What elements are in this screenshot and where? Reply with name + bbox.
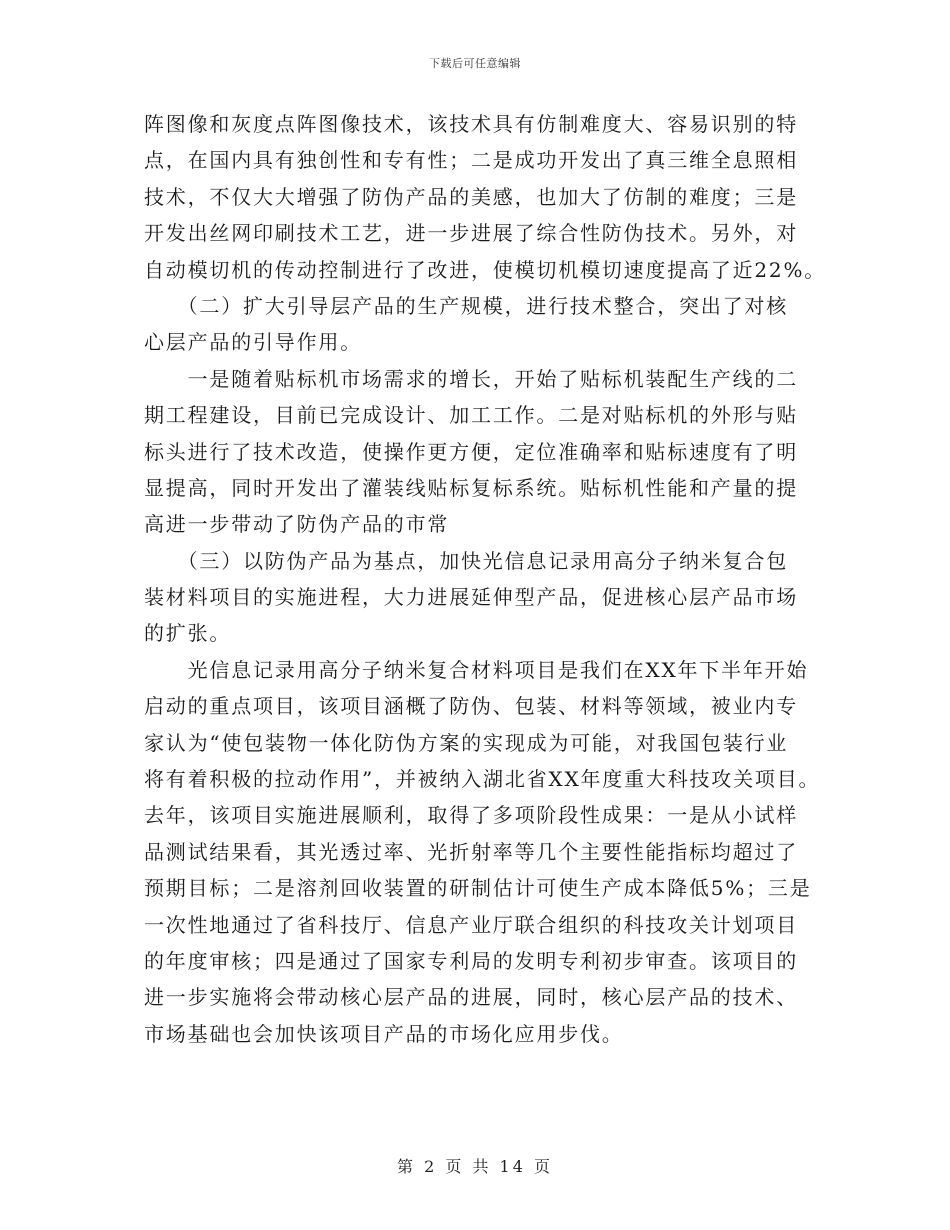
text-line: 高进一步带动了防伪产品的市常: [144, 512, 450, 537]
text-line: 显提高，同时开发出了灌装线贴标复标系统。贴标机性能和产量的提: [144, 475, 798, 500]
text-line: 期工程建设，目前已完成设计、加工工作。二是对贴标机的外形与贴: [144, 403, 798, 428]
section-heading-line: （二）扩大引导层产品的生产规模，进行技术整合，突出了对核: [144, 293, 788, 318]
text-line: 点，在国内具有独创性和专有性；二是成功开发出了真三维全息照相: [144, 148, 798, 173]
text-line: 的年度审核；四是通过了国家专利局的发明专利初步审查。该项目的: [144, 948, 798, 973]
text-line: 自动模切机的传动控制进行了改进，使模切机模切速度提高了近22%。: [144, 257, 827, 282]
text-line: 进一步实施将会带动核心层产品的进展，同时，核心层产品的技术、: [144, 985, 798, 1010]
page-footer: 第 2 页 共 14 页: [397, 1157, 553, 1176]
text-line: 阵图像和灰度点阵图像技术，该技术具有仿制难度大、容易识别的特: [144, 112, 798, 136]
text-line: 去年，该项目实施进展顺利，取得了多项阶段性成果：一是从小试样: [144, 803, 798, 828]
text-line: 市场基础也会加快该项目产品的市场化应用步伐。: [144, 1021, 624, 1046]
section-heading-line: （三）以防伪产品为基点，加快光信息记录用高分子纳米复合包: [144, 548, 788, 573]
section-heading-line: 心层产品的引导作用。: [144, 330, 362, 355]
text-line: 预期目标；二是溶剂回收装置的研制估计可使生产成本降低5%；三是: [144, 876, 812, 901]
text-line: 开发出丝网印刷技术工艺，进一步进展了综合性防伪技术。另外，对: [144, 221, 798, 246]
text-line: 品测试结果看，其光透过率、光折射率等几个主要性能指标均超过了: [144, 839, 798, 864]
text-line: 光信息记录用高分子纳米复合材料项目是我们在XX年下半年开始: [144, 657, 809, 682]
text-line: 启动的重点项目，该项目涵概了防伪、包装、材料等领域，被业内专: [144, 694, 798, 719]
text-line: 标头进行了技术改造，使操作更方便，定位准确率和贴标速度有了明: [144, 439, 798, 464]
text-line: 一是随着贴标机市场需求的增长，开始了贴标机装配生产线的二: [144, 366, 798, 391]
page-header: 下载后可任意编辑: [429, 57, 521, 70]
text-line: 一次性地通过了省科技厅、信息产业厅联合组织的科技攻关计划项目: [144, 912, 798, 937]
text-line: 将有着积极的拉动作用”，并被纳入湖北省XX年度重大科技攻关项目。: [144, 767, 821, 792]
text-line: 技术，不仅大大增强了防伪产品的美感，也加大了仿制的难度；三是: [144, 184, 798, 209]
section-heading-line: 的扩张。: [144, 621, 232, 646]
section-heading-line: 装材料项目的实施进程，大力进展延伸型产品，促进核心层产品市场: [144, 585, 798, 610]
document-body: [144, 106, 827, 1052]
text-line: 家认为“使包装物一体化防伪方案的实现成为可能，对我国包装行业: [144, 730, 789, 755]
